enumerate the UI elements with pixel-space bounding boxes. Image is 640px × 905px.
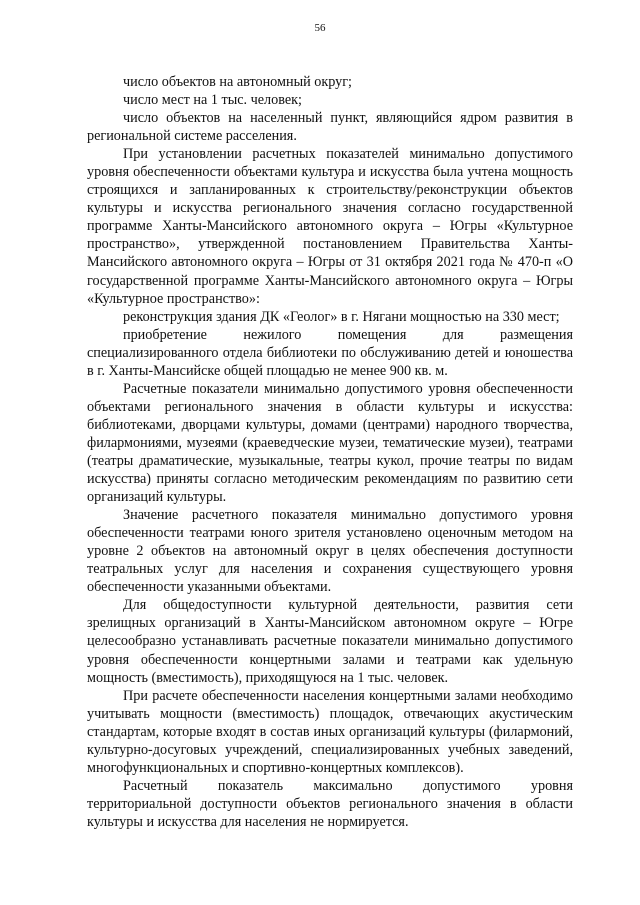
paragraph-acoustic-venues: При расчете обеспеченности населения концертными залами необходимо учитывать мощности (вместимость) площадок, отвечающих акустическим стандартам, которые входят в состав иных организаций культуры (филармоний, культурно-досуговых учреждений, специализированных учебных заведений, многофункциональных и спортивно-концертных комплексов). [87,687,573,776]
paragraph-objects-per-settlement: число объектов на населенный пункт, являющийся ядром развития в региональной системе расселения. [87,110,573,145]
paragraph-state-program: При установлении расчетных показателей минимально допустимого уровня обеспеченности объектами культура и искусства была учтена мощность строящихся и запланированных к строительству/реконструкции объектов культуры и искусства регионального значения согласно государственной программе Ханты-Мансийского автономного округа – Югры «Культурное пространство», утвержденной постановлением Правительства Ханты-Мансийского автономного округа – Югры от 31 октября 2021 года № 470-п «О государственной программе Ханты-Мансийского автономного округа – Югры «Культурное пространство»: [87,146,573,307]
paragraph-culture-indicators: Расчетные показатели минимально допустимого уровня обеспеченности объектами регионального значения в области культуры и искусства: библиотеками, дворцами культуры, домами (центрами) народного творчества, филармониями, музеями (краеведческие музеи, тематические музеи), театрами (театры драматические, музыкальные, театры кукол, прочие театры по видам искусства) приняты согласно методическим рекомендациям по развитию сети организаций культуры. [87,380,573,506]
paragraph-places-per-thousand: число мест на 1 тыс. человек; [123,92,302,109]
paragraph-library-premises: приобретение нежилого помещения для размещения специализированного отдела библиотеки по обслуживанию детей и юношества в г. Ханты-Мансийске общей площадью не менее 900 кв. м. [87,326,573,379]
paragraph-concert-halls: Для общедоступности культурной деятельности, развития сети зрелищных организаций в Ханты-Мансийском автономном округе – Югре целесообразно устанавливать расчетные показатели минимально допустимого уровня обеспеченности концертными залами и театрами как удельную мощность (вместимость), приходящуюся на 1 тыс. человек. [87,597,573,686]
paragraph-objects-per-district: число объектов на автономный округ; [123,74,352,90]
paragraph-youth-theatres: Значение расчетного показателя минимально допустимого уровня обеспеченности театрами юного зрителя установлено оценочным методом на уровне 2 объектов на автономный округ в целях обеспечения доступности театральных услуг для населения и сохранения существующего уровня обеспеченности указанными объектами. [87,507,573,596]
paragraph-accessibility-not-normalized: Расчетный показатель максимально допустимого уровня территориальной доступности объектов регионального значения в области культуры и искусства для населения не нормируется. [87,777,573,830]
page-number: 56 [314,22,326,34]
paragraph-reconstruction-dk-geolog: реконструкция здания ДК «Геолог» в г. Нягани мощностью на 330 мест; [123,308,560,325]
document-body [87,73,573,831]
